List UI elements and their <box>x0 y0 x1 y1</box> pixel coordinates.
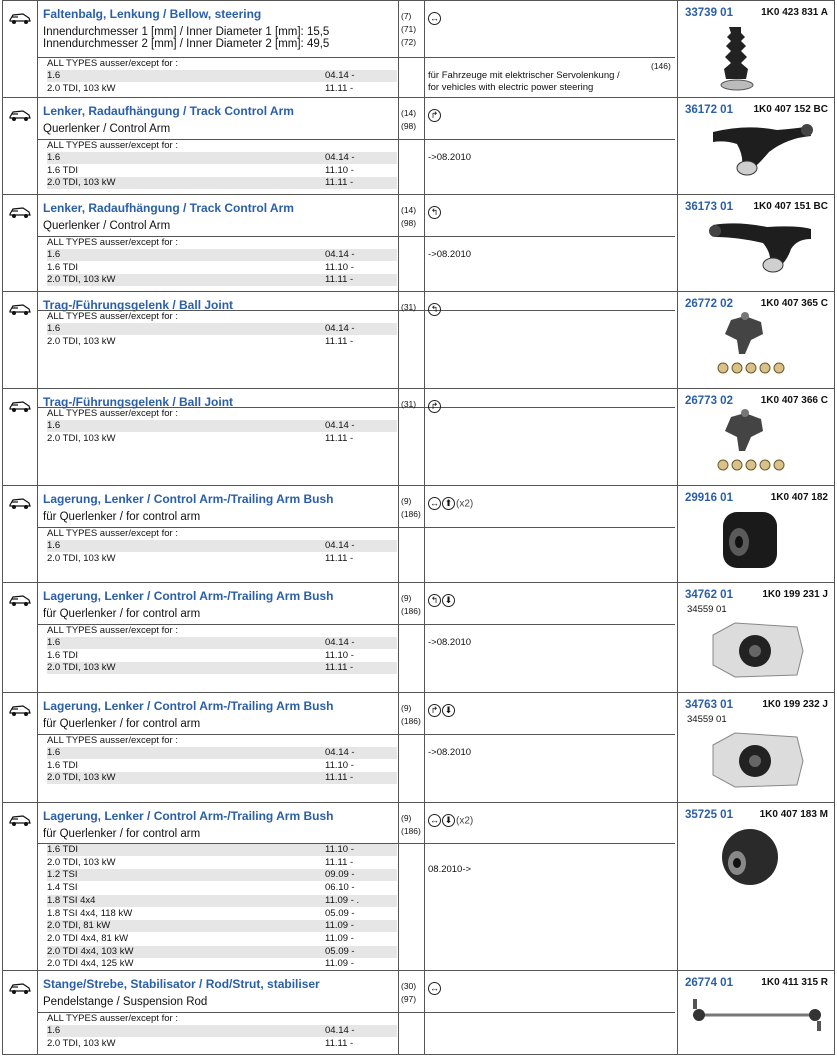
part-subtitle: für Querlenker / for control arm <box>43 828 201 840</box>
engine-variant: 2.0 TDI 4x4, 103 kW <box>47 945 134 957</box>
catalog-entry <box>2 1 835 98</box>
production-from: 11.10 - <box>325 164 354 176</box>
notes-cell <box>398 1 425 97</box>
application-row <box>47 760 397 772</box>
production-from: 11.11 - <box>325 662 354 674</box>
notes-cell <box>398 486 425 582</box>
stabiliser-rod-image <box>687 993 827 1033</box>
alternative-number: 34559 01 <box>687 604 727 615</box>
both-sides-icon: ↔ <box>430 983 439 994</box>
production-from: 11.11 - <box>325 82 354 94</box>
catalog-entry <box>2 971 835 1055</box>
production-from: 11.09 - . <box>325 894 360 906</box>
left-side-icon: ↰ <box>428 303 441 316</box>
catalog-entry <box>2 693 835 803</box>
production-from: 04.14 - <box>325 152 355 163</box>
engine-variant: 1.6 TDI <box>47 759 78 771</box>
notes-cell <box>398 292 425 388</box>
car-front-axle-icon <box>9 703 31 717</box>
production-from: 11.11 - <box>325 335 354 347</box>
footnote-ref[interactable]: (9) <box>401 703 412 713</box>
car-front-axle-icon <box>9 813 31 827</box>
lower-position-icon: ⬇ <box>442 814 455 827</box>
symbols-cell <box>424 583 678 692</box>
direction-symbols <box>428 981 442 995</box>
bush-bracket-image <box>707 727 807 797</box>
part-subtitle: Innendurchmesser 2 [mm] / Inner Diameter 2 [mm]: 49,5 <box>43 38 330 50</box>
engine-variant: 1.6 <box>47 540 61 551</box>
car-front-axle-icon <box>9 205 31 219</box>
part-subtitle: Pendelstange / Suspension Rod <box>43 996 208 1008</box>
description-cell <box>37 803 399 970</box>
article-number[interactable]: 35725 01 <box>685 809 733 821</box>
engine-variant: 2.0 TDI, 103 kW <box>47 274 116 286</box>
description-cell <box>37 389 399 485</box>
footnote-ref[interactable]: (186) <box>401 509 421 519</box>
part-title[interactable]: Lenker, Radaufhängung / Track Control Arm <box>43 104 294 118</box>
description-cell <box>37 292 399 388</box>
production-from: 11.11 - <box>325 772 354 784</box>
vehicle-cell <box>3 1 38 97</box>
bush-round-image <box>715 823 785 893</box>
car-front-axle-icon <box>9 981 31 995</box>
engine-variant: 1.6 TDI <box>47 261 78 273</box>
vehicle-cell <box>3 486 38 582</box>
application-row <box>47 433 397 445</box>
production-from: 04.14 - <box>325 637 355 648</box>
engine-variant: 2.0 TDI, 81 kW <box>47 920 111 932</box>
symbols-cell <box>424 1 678 97</box>
product-cell <box>677 195 834 291</box>
product-cell <box>677 971 834 1054</box>
application-row <box>47 323 397 335</box>
catalog-entry <box>2 389 835 486</box>
part-title[interactable]: Stange/Strebe, Stabilisator / Rod/Strut, stabiliser <box>43 977 320 991</box>
description-cell <box>37 486 399 582</box>
application-row <box>47 249 397 261</box>
right-side-icon: ↱ <box>428 704 441 717</box>
production-from: 11.10 - <box>325 759 354 771</box>
footnote-ref[interactable]: (186) <box>401 826 421 836</box>
product-cell <box>677 98 834 194</box>
applications-header: ALL TYPES ausser/except for : <box>47 408 178 419</box>
symbols-cell <box>424 292 678 388</box>
vehicle-cell <box>3 98 38 194</box>
vehicle-cell <box>3 389 38 485</box>
direction-symbols <box>428 108 442 122</box>
notes-cell <box>398 971 425 1054</box>
car-front-axle-icon <box>9 302 31 316</box>
engine-variant: 2.0 TDI 4x4, 125 kW <box>47 958 134 970</box>
production-from: 04.14 - <box>325 1025 355 1036</box>
engine-variant: 1.6 TDI <box>47 164 78 176</box>
catalog-entry <box>2 292 835 389</box>
fitting-info: ->08.2010 <box>428 152 472 163</box>
article-number[interactable]: 36172 01 <box>685 104 733 116</box>
part-title[interactable]: Faltenbalg, Lenkung / Bellow, steering <box>43 7 262 21</box>
part-title[interactable]: Lenker, Radaufhängung / Track Control Arm <box>43 201 294 215</box>
production-from: 11.11 - <box>325 856 354 868</box>
application-row <box>47 420 397 432</box>
oe-number: 1K0 407 366 C <box>760 395 828 406</box>
production-from: 05.09 - <box>325 945 355 957</box>
footnote-ref[interactable]: (9) <box>401 496 412 506</box>
production-from: 04.14 - <box>325 249 355 260</box>
applications-header: ALL TYPES ausser/except for : <box>47 311 178 322</box>
production-from: 11.11 - <box>325 177 354 189</box>
article-number[interactable]: 36173 01 <box>685 201 733 213</box>
notes-cell <box>398 98 425 194</box>
footnote-ref[interactable]: (7) <box>401 11 412 21</box>
oe-number: 1K0 407 151 BC <box>753 201 828 212</box>
applications-header: ALL TYPES ausser/except for : <box>47 625 178 636</box>
applications-header: ALL TYPES ausser/except for : <box>47 528 178 539</box>
catalog-entry <box>2 98 835 195</box>
engine-variant: 1.6 <box>47 249 61 260</box>
application-row <box>47 933 397 945</box>
application-row <box>47 882 397 894</box>
application-row <box>47 1038 397 1050</box>
engine-variant: 1.6 <box>47 152 61 163</box>
notes-cell <box>398 195 425 291</box>
steering-bellow-image <box>707 23 767 93</box>
article-number[interactable]: 33739 01 <box>685 7 733 19</box>
part-title[interactable]: Trag-/Führungsgelenk / Ball Joint <box>43 298 234 312</box>
production-from: 04.14 - <box>325 540 355 551</box>
car-front-axle-icon <box>9 399 31 413</box>
part-title[interactable]: Lagerung, Lenker / Control Arm-/Trailing Arm Bush <box>43 809 334 823</box>
upper-position-icon: ⬆ <box>442 497 455 510</box>
production-from: 04.14 - <box>325 420 355 431</box>
part-title[interactable]: Lagerung, Lenker / Control Arm-/Trailing Arm Bush <box>43 699 334 713</box>
car-front-axle-icon <box>9 496 31 510</box>
direction-symbols <box>428 399 442 413</box>
article-number[interactable]: 26774 01 <box>685 977 733 989</box>
application-row <box>47 553 397 565</box>
product-cell <box>677 803 834 970</box>
car-front-axle-icon <box>9 11 31 25</box>
quantity-x2-label: (x2) <box>456 815 474 827</box>
oe-number: 1K0 407 365 C <box>760 298 828 309</box>
footnote-ref[interactable]: (31) <box>401 399 417 409</box>
direction-symbols <box>428 703 456 717</box>
footnote-ref[interactable]: (14) <box>401 205 417 215</box>
footnote-ref[interactable]: (14) <box>401 108 417 118</box>
engine-variant: 2.0 TDI, 103 kW <box>47 856 116 868</box>
bush-image <box>715 504 785 576</box>
left-side-icon: ↰ <box>428 594 441 607</box>
part-subtitle: für Querlenker / for control arm <box>43 608 201 620</box>
left-side-icon: ↰ <box>428 206 441 219</box>
application-row <box>47 165 397 177</box>
application-row <box>47 747 397 759</box>
fitting-info: 08.2010-> <box>428 864 472 875</box>
part-subtitle: Querlenker / Control Arm <box>43 123 171 135</box>
engine-variant: 1.6 TDI <box>47 649 78 661</box>
footnote-ref[interactable]: (71) <box>401 24 417 34</box>
application-row <box>47 958 397 970</box>
application-row <box>47 274 397 286</box>
product-cell <box>677 583 834 692</box>
vehicle-cell <box>3 693 38 802</box>
part-subtitle: für Querlenker / for control arm <box>43 718 201 730</box>
description-cell <box>37 195 399 291</box>
vehicle-cell <box>3 195 38 291</box>
footnote-ref[interactable]: (186) <box>401 606 421 616</box>
engine-variant: 1.6 <box>47 747 61 758</box>
symbols-cell <box>424 98 678 194</box>
lower-position-icon: ⬇ <box>442 594 455 607</box>
oe-number: 1K0 423 831 A <box>761 7 828 18</box>
symbols-cell <box>424 971 678 1054</box>
ball-joint-image <box>711 407 791 477</box>
alternative-number: 34559 01 <box>687 714 727 725</box>
both-sides-icon: ↔ <box>430 815 439 826</box>
production-from: 11.11 - <box>325 274 354 286</box>
engine-variant: 1.6 TDI <box>47 844 78 855</box>
production-from: 11.10 - <box>325 844 354 855</box>
application-row <box>47 895 397 907</box>
application-row <box>47 908 397 920</box>
engine-variant: 2.0 TDI, 103 kW <box>47 772 116 784</box>
application-row <box>47 262 397 274</box>
product-cell <box>677 389 834 485</box>
description-cell <box>37 693 399 802</box>
engine-variant: 2.0 TDI, 103 kW <box>47 1037 116 1049</box>
oe-number: 1K0 407 182 <box>770 492 828 503</box>
applications-header: ALL TYPES ausser/except for : <box>47 735 178 746</box>
footnote-ref[interactable]: (9) <box>401 593 412 603</box>
engine-variant: 1.8 TSI 4x4, 118 kW <box>47 907 133 919</box>
engine-variant: 1.6 <box>47 323 61 334</box>
footnote-ref[interactable]: (97) <box>401 994 417 1004</box>
production-from: 11.11 - <box>325 552 354 564</box>
application-row <box>47 177 397 189</box>
notes-cell <box>398 389 425 485</box>
footnote-ref[interactable]: (31) <box>401 302 417 312</box>
product-cell <box>677 292 834 388</box>
symbols-cell <box>424 693 678 802</box>
article-number[interactable]: 26772 02 <box>685 298 733 310</box>
fitting-info: ->08.2010 <box>428 637 472 648</box>
symbols-cell <box>424 195 678 291</box>
info-footnote[interactable]: (146) <box>651 61 671 71</box>
part-subtitle: für Querlenker / for control arm <box>43 511 201 523</box>
engine-variant: 1.4 TSI <box>47 882 78 894</box>
engine-variant: 1.2 TSI <box>47 869 78 881</box>
production-from: 06.10 - <box>325 882 355 894</box>
application-row <box>47 152 397 164</box>
direction-symbols <box>428 205 442 219</box>
footnote-ref[interactable]: (9) <box>401 813 412 823</box>
applications-header: ALL TYPES ausser/except for : <box>47 237 178 248</box>
lower-position-icon: ⬇ <box>442 704 455 717</box>
production-from: 11.09 - <box>325 920 354 932</box>
oe-number: 1K0 407 152 BC <box>753 104 828 115</box>
application-row <box>47 772 397 784</box>
fitting-info: ->08.2010 <box>428 249 472 260</box>
symbols-cell <box>424 803 678 970</box>
production-from: 11.09 - <box>325 932 354 944</box>
oe-number: 1K0 411 315 R <box>761 977 828 988</box>
engine-variant: 2.0 TDI, 103 kW <box>47 177 116 189</box>
vehicle-cell <box>3 292 38 388</box>
control-arm-left-image <box>707 215 817 275</box>
application-row <box>47 869 397 881</box>
product-cell <box>677 1 834 97</box>
control-arm-right-image <box>707 118 817 178</box>
applications-header: ALL TYPES ausser/except for : <box>47 58 178 69</box>
catalog-entry <box>2 583 835 693</box>
application-row <box>47 83 397 95</box>
article-number[interactable]: 34762 01 <box>685 589 733 601</box>
production-from: 04.14 - <box>325 70 355 81</box>
applications-header: ALL TYPES ausser/except for : <box>47 1013 178 1024</box>
engine-variant: 2.0 TDI, 103 kW <box>47 432 116 444</box>
application-row <box>47 540 397 552</box>
direction-symbols <box>428 593 456 607</box>
direction-symbols <box>428 302 442 316</box>
production-from: 11.10 - <box>325 261 354 273</box>
part-subtitle: Querlenker / Control Arm <box>43 220 171 232</box>
right-side-icon: ↱ <box>428 400 441 413</box>
production-from: 11.11 - <box>325 1037 354 1049</box>
notes-cell <box>398 693 425 802</box>
vehicle-cell <box>3 583 38 692</box>
oe-number: 1K0 407 183 M <box>759 809 828 820</box>
description-cell <box>37 583 399 692</box>
engine-variant: 1.6 <box>47 70 61 81</box>
vehicle-cell <box>3 971 38 1054</box>
car-front-axle-icon <box>9 108 31 122</box>
engine-variant: 1.6 <box>47 1025 61 1036</box>
parts-catalog <box>2 0 835 1055</box>
article-number[interactable]: 34763 01 <box>685 699 733 711</box>
footnote-ref[interactable]: (98) <box>401 121 417 131</box>
application-row <box>47 946 397 958</box>
both-sides-icon: ↔ <box>430 13 439 24</box>
application-row <box>47 920 397 932</box>
catalog-entry <box>2 486 835 583</box>
bush-bracket-image <box>707 617 807 687</box>
application-row <box>47 70 397 82</box>
description-cell <box>37 1 399 97</box>
engine-variant: 1.6 <box>47 637 61 648</box>
engine-variant: 2.0 TDI, 103 kW <box>47 552 116 564</box>
footnote-ref[interactable]: (186) <box>401 716 421 726</box>
oe-number: 1K0 199 232 J <box>762 699 828 710</box>
fitting-info: für Fahrzeuge mit elektrischer Servolenkung / for vehicles with electric power steering <box>428 70 620 93</box>
symbols-cell <box>424 389 678 485</box>
production-from: 11.09 - <box>325 958 354 970</box>
catalog-entry <box>2 195 835 292</box>
article-number[interactable]: 26773 02 <box>685 395 733 407</box>
description-cell <box>37 98 399 194</box>
production-from: 05.09 - <box>325 907 355 919</box>
notes-cell <box>398 583 425 692</box>
application-row <box>47 844 397 856</box>
engine-variant: 1.6 <box>47 420 61 431</box>
footnote-ref[interactable]: (72) <box>401 37 417 47</box>
engine-variant: 1.8 TSI 4x4 <box>47 894 96 906</box>
article-number[interactable]: 29916 01 <box>685 492 733 504</box>
application-row <box>47 650 397 662</box>
catalog-entry <box>2 803 835 971</box>
product-cell <box>677 693 834 802</box>
application-row <box>47 1025 397 1037</box>
engine-variant: 2.0 TDI 4x4, 81 kW <box>47 932 129 944</box>
quantity-x2-label: (x2) <box>456 498 474 510</box>
car-front-axle-icon <box>9 593 31 607</box>
application-row <box>47 637 397 649</box>
application-row <box>47 662 397 674</box>
notes-cell <box>398 803 425 970</box>
production-from: 11.10 - <box>325 649 354 661</box>
part-title[interactable]: Trag-/Führungsgelenk / Ball Joint <box>43 395 234 409</box>
footnote-ref[interactable]: (98) <box>401 218 417 228</box>
vehicle-cell <box>3 803 38 970</box>
production-from: 09.09 - <box>325 869 355 881</box>
footnote-ref[interactable]: (30) <box>401 981 417 991</box>
direction-symbols <box>428 11 442 25</box>
part-title[interactable]: Lagerung, Lenker / Control Arm-/Trailing Arm Bush <box>43 589 334 603</box>
application-row <box>47 857 397 869</box>
application-row <box>47 336 397 348</box>
engine-variant: 2.0 TDI, 103 kW <box>47 662 116 674</box>
production-from: 11.11 - <box>325 432 354 444</box>
part-subtitle: Innendurchmesser 1 [mm] / Inner Diameter 1 [mm]: 15,5 <box>43 26 330 38</box>
right-side-icon: ↱ <box>428 109 441 122</box>
product-cell <box>677 486 834 582</box>
both-sides-icon: ↔ <box>430 498 439 509</box>
engine-variant: 2.0 TDI, 103 kW <box>47 335 116 347</box>
direction-symbols <box>428 496 473 510</box>
applications-header: ALL TYPES ausser/except for : <box>47 140 178 151</box>
part-title[interactable]: Lagerung, Lenker / Control Arm-/Trailing Arm Bush <box>43 492 334 506</box>
ball-joint-image <box>711 310 791 380</box>
production-from: 04.14 - <box>325 323 355 334</box>
engine-variant: 2.0 TDI, 103 kW <box>47 82 116 94</box>
symbols-cell <box>424 486 678 582</box>
direction-symbols <box>428 813 473 827</box>
fitting-info: ->08.2010 <box>428 747 472 758</box>
production-from: 04.14 - <box>325 747 355 758</box>
oe-number: 1K0 199 231 J <box>762 589 828 600</box>
